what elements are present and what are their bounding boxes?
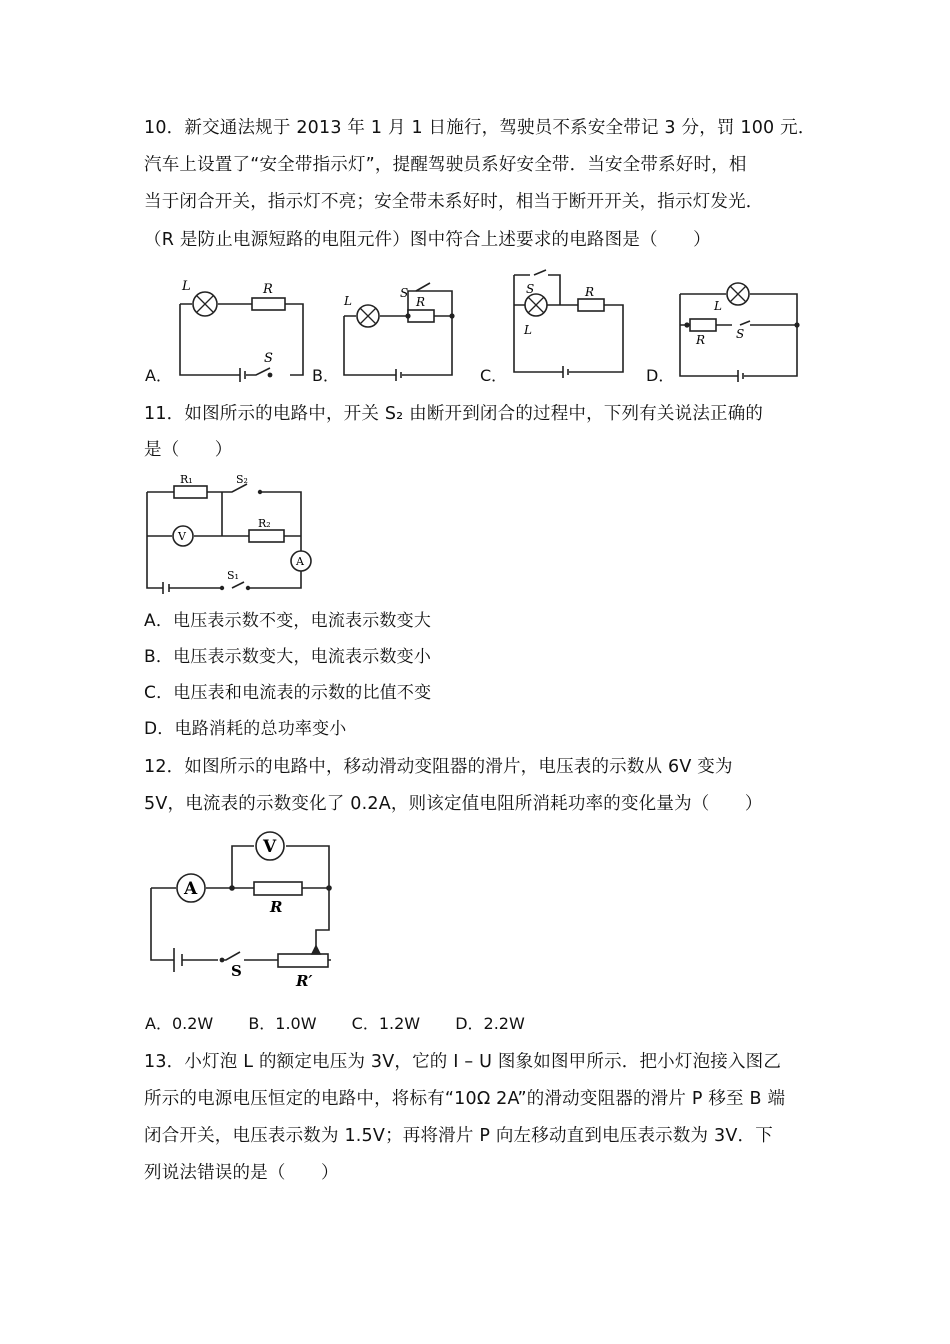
lamp-symbol bbox=[727, 283, 749, 305]
lamp-symbol bbox=[193, 292, 217, 316]
resistor-label: R bbox=[263, 282, 273, 297]
q11-option-d: D．电路消耗的总功率变小 bbox=[144, 719, 347, 739]
q10-line-4: （R 是防止电源短路的电阻元件）图中符合上述要求的电路图是（ ） bbox=[144, 230, 711, 250]
svg-text:L: L bbox=[524, 323, 532, 337]
battery-symbol bbox=[240, 368, 245, 382]
q11-line-2: 是（ ） bbox=[144, 440, 233, 460]
lamp-symbol bbox=[357, 305, 379, 327]
svg-text:S: S bbox=[231, 962, 242, 980]
q10-circuit-d-diagram bbox=[676, 280, 801, 378]
svg-text:S₂: S₂ bbox=[236, 473, 248, 486]
q10-option-a-label: A． bbox=[145, 366, 172, 385]
svg-text:A: A bbox=[296, 555, 304, 568]
svg-text:R: R bbox=[585, 285, 595, 299]
battery-symbol bbox=[738, 370, 743, 382]
q13-line-2: 所示的电源电压恒定的电路中，将标有“10Ω 2A”的滑动变阻器的滑片 P 移至 B 端 bbox=[144, 1089, 786, 1109]
svg-text:R₂: R₂ bbox=[258, 517, 271, 530]
q11-line-1: 11．如图所示的电路中，开关 S₂ 由断开到闭合的过程中，下列有关说法正确的 bbox=[144, 404, 764, 424]
resistor-symbol bbox=[690, 319, 716, 331]
svg-text:R: R bbox=[696, 333, 706, 347]
svg-text:R′: R′ bbox=[296, 972, 313, 990]
switch-label: S bbox=[264, 351, 273, 366]
battery-symbol bbox=[396, 369, 401, 381]
q11-option-c: C．电压表和电流表的示数的比值不变 bbox=[144, 683, 432, 703]
q10-option-d-label: D． bbox=[646, 366, 675, 385]
r1-symbol bbox=[174, 486, 207, 498]
q10-line-1: 10．新交通法规于 2013 年 1 月 1 日施行，驾驶员不系安全带记 3 分，罚 100 元． bbox=[144, 118, 816, 138]
resistor-symbol bbox=[408, 310, 434, 322]
q13-line-3: 闭合开关，电压表示数为 1.5V；再将滑片 P 向左移动直到电压表示数为 3V．下 bbox=[144, 1126, 773, 1146]
q11-option-b: B．电压表示数变大，电流表示数变小 bbox=[144, 647, 432, 667]
q12-option-b: B．1.0W bbox=[248, 1014, 317, 1033]
svg-text:S: S bbox=[736, 327, 745, 341]
svg-text:R₁: R₁ bbox=[180, 473, 193, 486]
q12-option-a: A．0.2W bbox=[145, 1014, 214, 1033]
lamp-label: L bbox=[182, 279, 191, 294]
q12-options bbox=[145, 1014, 555, 1034]
q10-option-b-label: B． bbox=[312, 366, 339, 385]
resistor-symbol bbox=[252, 298, 285, 310]
resistor-symbol bbox=[578, 299, 604, 311]
q13-line-1: 13．小灯泡 L 的额定电压为 3V，它的 I – U 图象如图甲所示．把小灯泡接入图乙 bbox=[144, 1052, 782, 1072]
rheostat-slider-arrow bbox=[312, 946, 320, 954]
switch-contact-dot bbox=[268, 373, 273, 378]
lamp-symbol bbox=[525, 294, 547, 316]
battery-symbol bbox=[563, 366, 568, 378]
svg-text:R: R bbox=[270, 898, 283, 916]
q11-option-a: A．电压表示数不变，电流表示数变大 bbox=[144, 611, 432, 631]
q10-circuit-b-diagram bbox=[340, 283, 465, 378]
q10-circuit-a-diagram bbox=[170, 278, 310, 378]
r2-symbol bbox=[249, 530, 284, 542]
svg-text:A: A bbox=[184, 879, 198, 899]
svg-text:S₁: S₁ bbox=[227, 569, 239, 582]
q13-line-4: 列说法错误的是（ ） bbox=[144, 1163, 339, 1183]
q12-option-c: C．1.2W bbox=[351, 1014, 421, 1033]
q10-line-3: 当于闭合开关，指示灯不亮；安全带未系好时，相当于断开开关，指示灯发光． bbox=[144, 192, 764, 212]
svg-text:V: V bbox=[263, 837, 277, 857]
q12-line-1: 12．如图所示的电路中，移动滑动变阻器的滑片，电压表的示数从 6V 变为 bbox=[144, 757, 733, 777]
svg-text:V: V bbox=[178, 530, 186, 543]
switch-symbol bbox=[416, 283, 430, 291]
q11-circuit-diagram bbox=[144, 470, 314, 595]
q12-option-d: D．2.2W bbox=[455, 1014, 525, 1033]
svg-text:L: L bbox=[714, 299, 722, 313]
q10-circuit-c-diagram bbox=[508, 268, 633, 378]
svg-text:S: S bbox=[400, 286, 409, 300]
q12-circuit-diagram bbox=[146, 828, 341, 988]
rheostat-symbol bbox=[278, 954, 328, 967]
q12-line-2: 5V，电流表的示数变化了 0.2A，则该定值电阻所消耗功率的变化量为（ ） bbox=[144, 794, 763, 814]
q10-line-2: 汽车上设置了“安全带指示灯”，提醒驾驶员系好安全带．当安全带系好时，相 bbox=[144, 155, 747, 175]
q10-option-c-label: C． bbox=[480, 366, 508, 385]
svg-text:R: R bbox=[416, 295, 426, 309]
battery-symbol bbox=[174, 948, 182, 972]
fixed-resistor-symbol bbox=[254, 882, 302, 895]
svg-text:L: L bbox=[344, 294, 352, 308]
svg-text:S: S bbox=[526, 282, 535, 296]
battery-symbol bbox=[163, 582, 169, 594]
